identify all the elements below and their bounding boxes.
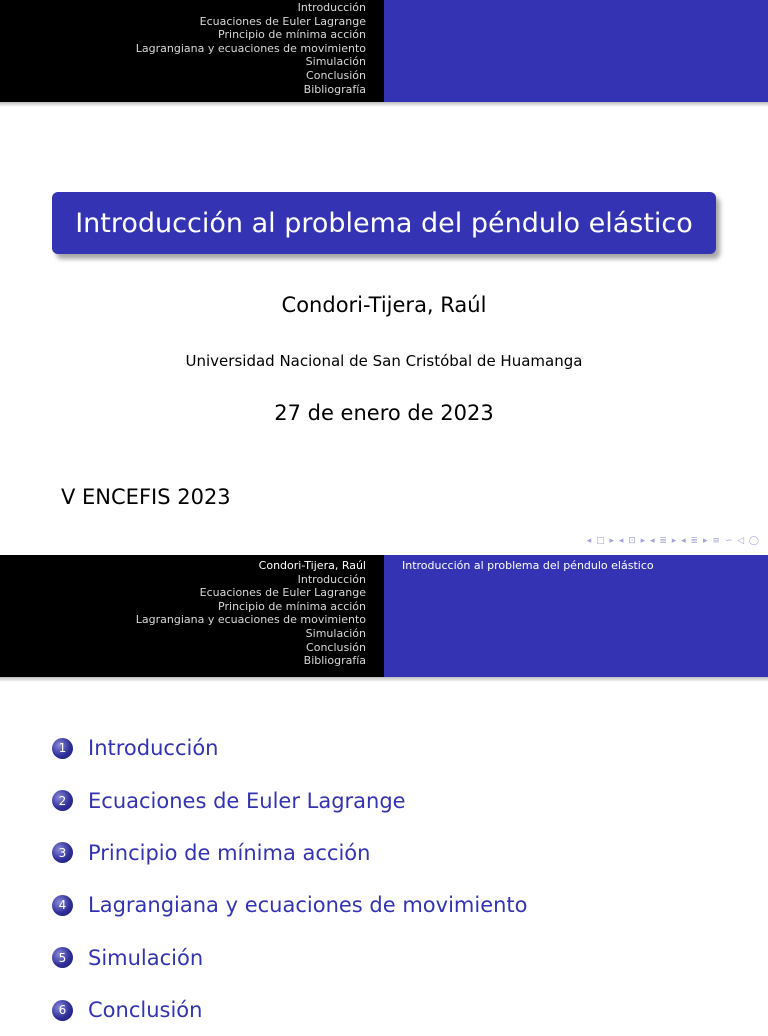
section-number-ball: 4 xyxy=(52,895,73,916)
toc-item-minima-accion[interactable] xyxy=(52,827,752,879)
header-short-title[interactable]: Introducción al problema del péndulo elástico xyxy=(402,559,654,572)
slide2-header-nav xyxy=(0,555,384,677)
toc-label[interactable]: Simulación xyxy=(88,945,204,970)
event-name: V ENCEFIS 2023 xyxy=(61,485,231,509)
nav-link-lagrangiana[interactable]: Lagrangiana y ecuaciones de movimiento xyxy=(135,41,366,55)
nav-link-lagrangiana[interactable]: Lagrangiana y ecuaciones de movimiento xyxy=(135,613,366,627)
toc-label[interactable]: Ecuaciones de Euler Lagrange xyxy=(88,788,406,813)
section-number-ball: 6 xyxy=(52,1000,73,1021)
toc-label[interactable]: Conclusión xyxy=(88,998,203,1023)
nav-link-conclusion[interactable]: Conclusión xyxy=(306,640,366,654)
header-shadow xyxy=(0,677,768,682)
nav-link-euler-lagrange[interactable]: Ecuaciones de Euler Lagrange xyxy=(199,14,366,28)
nav-link-conclusion[interactable]: Conclusión xyxy=(306,68,366,82)
author-name: Condori-Tijera, Raúl xyxy=(281,293,487,317)
toc-item-euler-lagrange[interactable] xyxy=(52,774,752,826)
toc-item-conclusion[interactable] xyxy=(52,984,752,1036)
toc-label[interactable]: Lagrangiana y ecuaciones de movimiento xyxy=(88,893,528,918)
title-box xyxy=(52,192,716,254)
nav-link-introduccion[interactable]: Introducción xyxy=(297,1,366,14)
toc-item-simulacion[interactable] xyxy=(52,932,752,984)
header-shadow xyxy=(0,102,768,107)
section-number-ball: 5 xyxy=(52,947,73,968)
nav-link-simulacion[interactable]: Simulación xyxy=(305,55,366,69)
header-author: Condori-Tijera, Raúl xyxy=(258,559,366,572)
nav-link-minima-accion[interactable]: Principio de mínima acción xyxy=(218,599,366,613)
nav-link-euler-lagrange[interactable]: Ecuaciones de Euler Lagrange xyxy=(199,586,366,600)
nav-link-bibliografia[interactable]: Bibliografía xyxy=(303,654,366,668)
presentation-date: 27 de enero de 2023 xyxy=(274,401,494,425)
nav-link-introduccion[interactable]: Introducción xyxy=(297,572,366,586)
toc-item-lagrangiana[interactable] xyxy=(52,879,752,931)
beamer-navigation-symbols[interactable]: ◂ □ ▸ ◂ ⊡ ▸ ◂ ≣ ▸ ◂ ≣ ▸ ≡ ∽ ◁ ◯ xyxy=(586,536,760,546)
nav-link-bibliografia[interactable]: Bibliografía xyxy=(303,82,366,96)
slide2-header xyxy=(0,555,768,677)
slide1-header xyxy=(0,0,768,102)
toc-label[interactable]: Introducción xyxy=(88,736,219,761)
toc-item-introduccion[interactable] xyxy=(52,722,752,774)
table-of-contents xyxy=(52,722,752,1036)
presentation-title: Introducción al problema del péndulo elástico xyxy=(75,207,693,239)
slide1-header-nav xyxy=(0,0,384,102)
nav-link-simulacion[interactable]: Simulación xyxy=(305,626,366,640)
toc-label[interactable]: Principio de mínima acción xyxy=(88,840,371,865)
section-number-ball: 3 xyxy=(52,842,73,863)
nav-link-minima-accion[interactable]: Principio de mínima acción xyxy=(218,28,366,42)
slide2-header-blue-panel xyxy=(384,555,768,677)
slide1-header-blue-panel xyxy=(384,0,768,102)
section-number-ball: 2 xyxy=(52,790,73,811)
institute-name: Universidad Nacional de San Cristóbal de Huamanga xyxy=(185,352,583,370)
section-number-ball: 1 xyxy=(52,738,73,759)
